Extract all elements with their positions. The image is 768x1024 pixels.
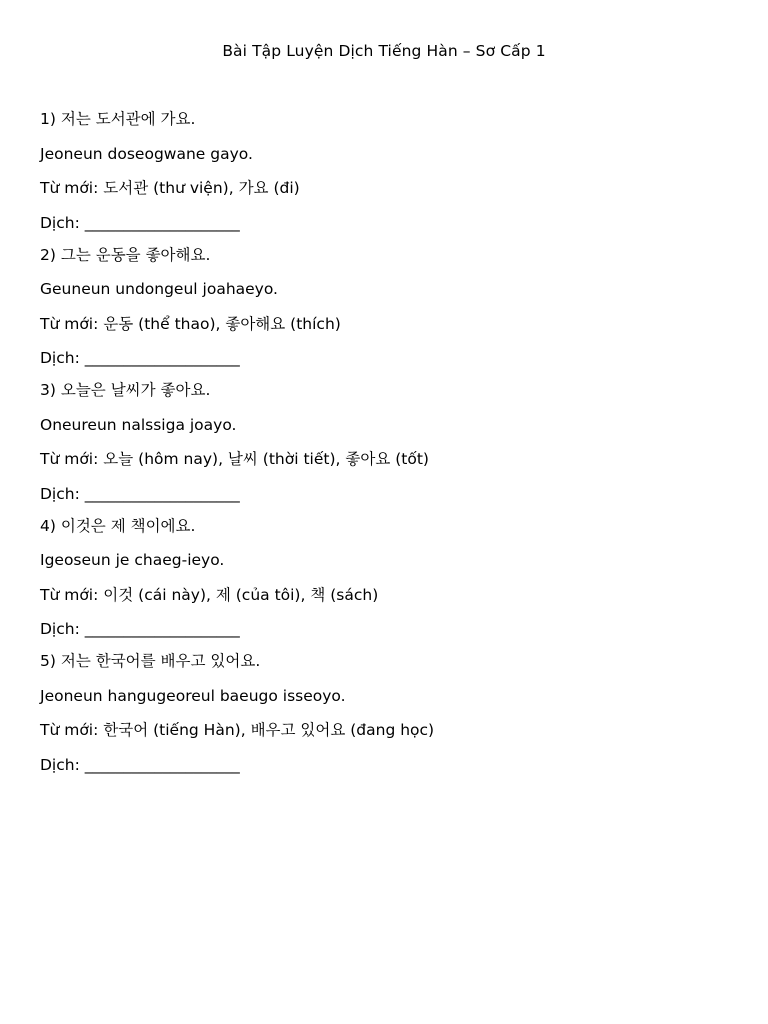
korean-text: 오늘은 날씨가 좋아요. xyxy=(60,381,211,399)
exercise-3 xyxy=(40,379,740,505)
answer-blank: ____________________ xyxy=(84,213,240,232)
exercise-4 xyxy=(40,515,740,641)
translate-label: Dịch: xyxy=(40,484,80,503)
vocab-label: Từ mới: xyxy=(40,314,99,333)
vocab-label: Từ mới: xyxy=(40,721,99,739)
vocab-text: 도서관 (thư viện), 가요 (đi) xyxy=(103,179,300,197)
korean-text: 저는 도서관에 가요. xyxy=(60,110,196,128)
answer-blank: ____________________ xyxy=(84,620,240,638)
korean-text: 이것은 제 책이에요. xyxy=(60,516,196,535)
translate-line xyxy=(40,618,740,640)
exercise-number: 5 ) xyxy=(40,652,61,670)
translate-line xyxy=(40,212,740,234)
vocab-line xyxy=(40,313,740,335)
answer-blank: ____________________ xyxy=(84,349,240,367)
translate-label: Dịch: xyxy=(40,349,80,367)
exercise-number: 4 ) xyxy=(40,517,61,535)
vocab-label: Từ mới: xyxy=(40,585,99,604)
translate-label: Dịch: xyxy=(40,755,80,774)
romanization: Igeoseun je chaeg-ieyo. xyxy=(40,551,225,569)
vocab-line xyxy=(40,584,740,606)
answer-blank: ____________________ xyxy=(84,755,240,774)
translate-line xyxy=(40,754,740,776)
translate-label: Dịch: xyxy=(40,620,80,638)
korean-sentence xyxy=(40,650,740,672)
vocab-line xyxy=(40,177,740,199)
exercise-5 xyxy=(40,650,740,776)
exercise-2 xyxy=(40,244,740,370)
translate-line xyxy=(40,483,740,505)
exercise-number: 3 ) xyxy=(40,381,61,399)
vocab-text: 한국어 (tiếng Hàn), 배우고 있어요 (đang học) xyxy=(103,721,435,739)
vocab-text: 이것 (cái này), 제 (của tôi), 책 (sách) xyxy=(103,585,379,604)
translate-line xyxy=(40,347,740,369)
korean-sentence xyxy=(40,515,740,537)
vocab-text: 운동 (thể thao), 좋아해요 (thích) xyxy=(103,314,341,333)
document-title: Bài Tập Luyện Dịch Tiếng Hàn – Sơ Cấp 1 xyxy=(222,42,546,60)
romanization: Oneureun nalssiga joayo. xyxy=(40,415,237,434)
exercise-number: 1 ) xyxy=(40,110,61,128)
romanization: Jeoneun doseogwane gayo. xyxy=(40,144,253,163)
korean-text: 저는 한국어를 배우고 있어요. xyxy=(60,652,261,670)
vocab-label: Từ mới: xyxy=(40,179,99,197)
romanization: Jeoneun hangugeoreul baeugo isseoyo. xyxy=(40,686,346,705)
exercise-number: 2 ) xyxy=(40,246,61,264)
vocab-line xyxy=(40,719,740,741)
vocab-text: 오늘 (hôm nay), 날씨 (thời tiết), 좋아요 (tốt) xyxy=(103,450,429,468)
korean-sentence xyxy=(40,244,740,266)
exercise-1 xyxy=(40,108,740,234)
korean-sentence xyxy=(40,379,740,401)
vocab-line xyxy=(40,448,740,470)
vocab-label: Từ mới: xyxy=(40,450,99,468)
translate-label: Dịch: xyxy=(40,213,80,232)
exercise-list xyxy=(40,108,740,786)
korean-sentence xyxy=(40,108,740,130)
romanization: Geuneun undongeul joahaeyo. xyxy=(40,280,278,298)
answer-blank: ____________________ xyxy=(84,484,240,503)
korean-text: 그는 운동을 좋아해요. xyxy=(60,245,211,264)
